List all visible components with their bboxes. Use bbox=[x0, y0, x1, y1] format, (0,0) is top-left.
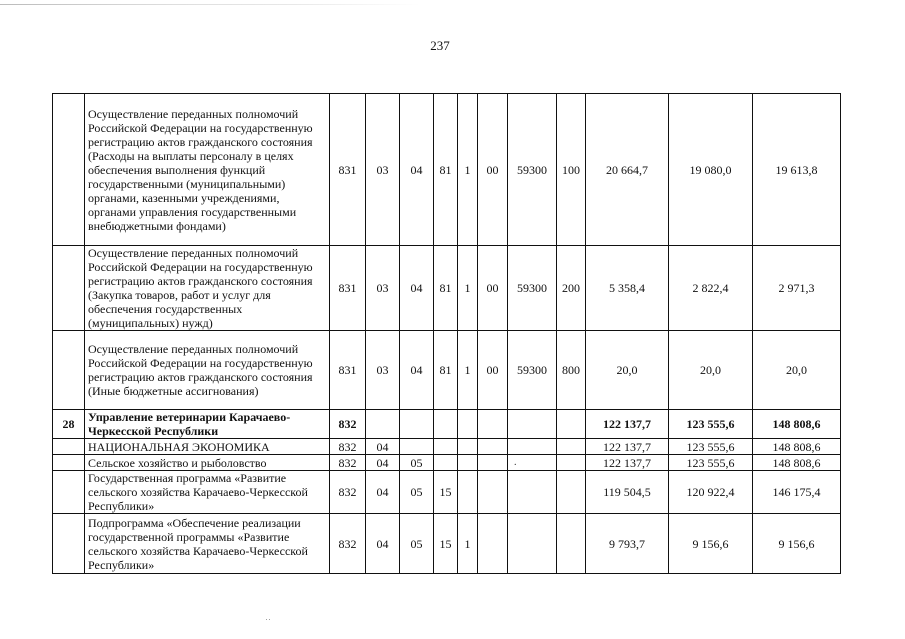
program-code-cell: 81 bbox=[434, 331, 458, 410]
program-code-cell: 15 bbox=[434, 514, 458, 574]
ministry-code-cell: 832 bbox=[330, 471, 366, 514]
subsection-code-cell: 04 bbox=[400, 331, 434, 410]
item-name-cell: Подпрограмма «Обеспечение реализации государственной программы «Развитие сельского хозяйства Карачаево-Черкесской Республики» bbox=[85, 514, 330, 574]
subsection-code-cell: 04 bbox=[400, 246, 434, 331]
subsection-code-cell: 05 bbox=[400, 514, 434, 574]
expense-code-cell: 59300 bbox=[508, 331, 557, 410]
program-code-cell bbox=[434, 455, 458, 471]
table-row bbox=[53, 471, 841, 514]
section-code-cell: 04 bbox=[366, 514, 400, 574]
table-row bbox=[53, 331, 841, 410]
item-name-cell: Осуществление переданных полномочий Российской Федерации на государственную регистрацию актов гражданского состояния (Иные бюджетные ассигнования) bbox=[85, 331, 330, 410]
amount-year-1-cell: 122 137,7 bbox=[586, 410, 669, 439]
section-code-cell: 03 bbox=[366, 246, 400, 331]
subprogram-code-cell: 1 bbox=[458, 94, 478, 246]
item-name-cell: НАЦИОНАЛЬНАЯ ЭКОНОМИКА bbox=[85, 439, 330, 455]
section-code-cell bbox=[366, 410, 400, 439]
subsection-code-cell: 05 bbox=[400, 471, 434, 514]
subsection-code-cell: 04 bbox=[400, 94, 434, 246]
expense-code-cell bbox=[508, 514, 557, 574]
subsection-code-cell bbox=[400, 439, 434, 455]
type-code-cell bbox=[557, 471, 586, 514]
direction-code-cell bbox=[478, 439, 508, 455]
page-number: 237 bbox=[430, 38, 450, 53]
row-number-cell: 28 bbox=[53, 410, 85, 439]
expense-code-cell bbox=[508, 439, 557, 455]
amount-year-2-cell: 2 822,4 bbox=[669, 246, 753, 331]
item-name-cell: Осуществление переданных полномочий Российской Федерации на государственную регистрацию актов гражданского состояния (Расходы на выплаты персоналу в целях обеспечения выполнения функций государственными (муниципальными) органами, казенными учреждениями, органами управления государственными внебюджетными фондами) bbox=[85, 94, 330, 246]
row-number-cell bbox=[53, 471, 85, 514]
amount-year-3-cell: 9 156,6 bbox=[753, 514, 841, 574]
scan-edge-artifact bbox=[0, 4, 420, 5]
item-name-cell: Государственная программа «Развитие сельского хозяйства Карачаево-Черкесской Республики» bbox=[85, 471, 330, 514]
type-code-cell bbox=[557, 410, 586, 439]
section-code-cell: 03 bbox=[366, 94, 400, 246]
ministry-code-cell: 832 bbox=[330, 455, 366, 471]
expense-code-cell bbox=[508, 410, 557, 439]
expense-code-cell bbox=[508, 471, 557, 514]
subprogram-code-cell: 1 bbox=[458, 514, 478, 574]
table-row bbox=[53, 455, 841, 471]
row-number-cell bbox=[53, 439, 85, 455]
direction-code-cell: 00 bbox=[478, 331, 508, 410]
type-code-cell: 100 bbox=[557, 94, 586, 246]
subprogram-code-cell bbox=[458, 471, 478, 514]
amount-year-1-cell: 20 664,7 bbox=[586, 94, 669, 246]
direction-code-cell bbox=[478, 455, 508, 471]
amount-year-3-cell: 19 613,8 bbox=[753, 94, 841, 246]
ministry-code-cell: 832 bbox=[330, 439, 366, 455]
program-code-cell: 81 bbox=[434, 94, 458, 246]
amount-year-2-cell: 9 156,6 bbox=[669, 514, 753, 574]
program-code-cell bbox=[434, 410, 458, 439]
subprogram-code-cell: 1 bbox=[458, 331, 478, 410]
amount-year-1-cell: 20,0 bbox=[586, 331, 669, 410]
item-name-cell: Сельское хозяйство и рыболовство bbox=[85, 455, 330, 471]
program-code-cell bbox=[434, 439, 458, 455]
amount-year-3-cell: 148 808,6 bbox=[753, 439, 841, 455]
type-code-cell: 200 bbox=[557, 246, 586, 331]
table-row bbox=[53, 94, 841, 246]
amount-year-1-cell: 122 137,7 bbox=[586, 455, 669, 471]
ministry-code-cell: 831 bbox=[330, 246, 366, 331]
section-code-cell: 04 bbox=[366, 439, 400, 455]
direction-code-cell: 00 bbox=[478, 94, 508, 246]
item-name-cell: Управление ветеринарии Карачаево-Черкесской Республики bbox=[85, 410, 330, 439]
table-row bbox=[53, 246, 841, 331]
amount-year-1-cell: 122 137,7 bbox=[586, 439, 669, 455]
budget-table-body bbox=[53, 94, 841, 574]
amount-year-2-cell: 20,0 bbox=[669, 331, 753, 410]
expense-code-cell: 59300 bbox=[508, 94, 557, 246]
subprogram-code-cell bbox=[458, 439, 478, 455]
program-code-cell: 15 bbox=[434, 471, 458, 514]
amount-year-2-cell: 123 555,6 bbox=[669, 455, 753, 471]
program-code-cell: 81 bbox=[434, 246, 458, 331]
amount-year-2-cell: 123 555,6 bbox=[669, 410, 753, 439]
row-number-cell bbox=[53, 331, 85, 410]
type-code-cell bbox=[557, 439, 586, 455]
subsection-code-cell bbox=[400, 410, 434, 439]
type-code-cell: 800 bbox=[557, 331, 586, 410]
table-row bbox=[53, 439, 841, 455]
amount-year-3-cell: 2 971,3 bbox=[753, 246, 841, 331]
ministry-code-cell: 832 bbox=[330, 514, 366, 574]
ministry-code-cell: 831 bbox=[330, 94, 366, 246]
ministry-code-cell: 832 bbox=[330, 410, 366, 439]
row-number-cell bbox=[53, 455, 85, 471]
direction-code-cell: 00 bbox=[478, 246, 508, 331]
amount-year-3-cell: 146 175,4 bbox=[753, 471, 841, 514]
budget-table bbox=[52, 93, 841, 574]
type-code-cell bbox=[557, 455, 586, 471]
table-row bbox=[53, 514, 841, 574]
amount-year-3-cell: 20,0 bbox=[753, 331, 841, 410]
amount-year-1-cell: 119 504,5 bbox=[586, 471, 669, 514]
section-code-cell: 04 bbox=[366, 471, 400, 514]
section-code-cell: 03 bbox=[366, 331, 400, 410]
section-code-cell: 04 bbox=[366, 455, 400, 471]
subprogram-code-cell bbox=[458, 410, 478, 439]
row-number-cell bbox=[53, 514, 85, 574]
expense-code-cell: 59300 bbox=[508, 246, 557, 331]
amount-year-2-cell: 120 922,4 bbox=[669, 471, 753, 514]
amount-year-3-cell: 148 808,6 bbox=[753, 455, 841, 471]
item-name-cell: Осуществление переданных полномочий Российской Федерации на государственную регистрацию актов гражданского состояния (Закупка товаров, работ и услуг для обеспечения государственных (муниципальных) нужд) bbox=[85, 246, 330, 331]
amount-year-1-cell: 9 793,7 bbox=[586, 514, 669, 574]
direction-code-cell bbox=[478, 514, 508, 574]
ministry-code-cell: 831 bbox=[330, 331, 366, 410]
scan-mark-artifact: ‥ bbox=[265, 612, 272, 622]
direction-code-cell bbox=[478, 471, 508, 514]
amount-year-3-cell: 148 808,6 bbox=[753, 410, 841, 439]
subprogram-code-cell bbox=[458, 455, 478, 471]
scan-dot-artifact: . bbox=[514, 457, 517, 468]
amount-year-1-cell: 5 358,4 bbox=[586, 246, 669, 331]
subsection-code-cell: 05 bbox=[400, 455, 434, 471]
amount-year-2-cell: 19 080,0 bbox=[669, 94, 753, 246]
subprogram-code-cell: 1 bbox=[458, 246, 478, 331]
row-number-cell bbox=[53, 246, 85, 331]
amount-year-2-cell: 123 555,6 bbox=[669, 439, 753, 455]
direction-code-cell bbox=[478, 410, 508, 439]
table-row bbox=[53, 410, 841, 439]
row-number-cell bbox=[53, 94, 85, 246]
type-code-cell bbox=[557, 514, 586, 574]
